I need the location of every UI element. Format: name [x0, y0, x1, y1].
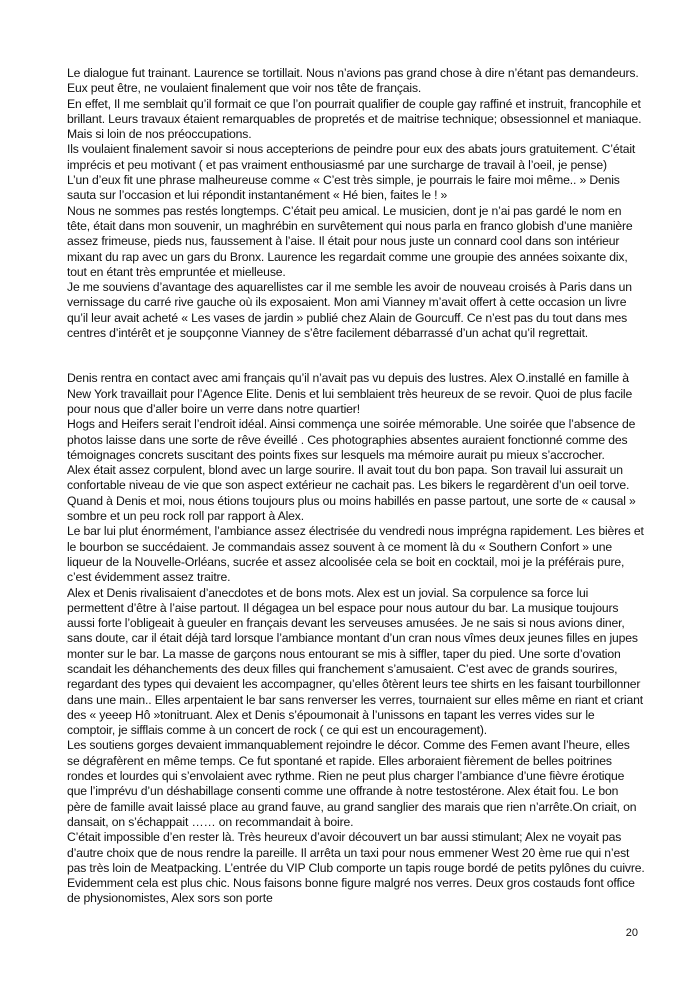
section-break [67, 341, 645, 371]
paragraph: Je me souviens d’avantage des aquarellistes car il me semble les avoir de nouveau croisés à Paris dans un vernissage du carré rive gauche où ils exposaient. Mon ami Vianney m’avait offert à cette occasion un livre qu’il leur avait acheté « Les vases de jardin » publié chez Alain de Gourcuff. Ce n’est pas du tout dans mes centres d’intérêt et je soupçonne Vianney de s’être facilement débarrassé d’un achat qu’il regrettait. [67, 280, 632, 341]
page-number: 20 [625, 927, 638, 939]
paragraph: C’était impossible d’en rester là. Très heureux d’avoir découvert un bar aussi stimulant; Alex ne voyait pas d’autre choix que de nous rendre la pareille. Il arrêta un taxi pour nous emmener West 20 ème rue qui n’est pas très loin de Meatpacking. L’entrée du VIP Club comporte un tapis rouge bordé de petits pylônes du cuivre. Evidemment cela est plus chic. Nous faisons bonne figure malgré nos verres. Deux gros costauds font office de physionomistes, Alex sors son porte [67, 830, 645, 906]
paragraph: Nous ne sommes pas restés longtemps. C’était peu amical. Le musicien, dont je n’ai pas gardé le nom en tête, était dans mon souvenir, un maghrébin en survêtement qui nous parla en franco globish d’une manière assez frimeuse, pieds nus, faussement à l’aise. Il était pour nous juste un connard cool dans son intérieur mixant du rap avec un gars du Bronx. Laurence les regardait comme une groupie des années soixante dix, tout en étant très empruntée et mielleuse. [67, 203, 633, 279]
paragraph: Le dialogue fut trainant. Laurence se tortillait. Nous n’avions pas grand chose à dire n’étant pas demandeurs. Eux peut être, ne voulaient finalement que voir nos tête de français. [67, 66, 639, 96]
paragraph: Hogs and Heifers serait l’endroit idéal. Ainsi commença une soirée mémorable. Une soirée que l’absence de photos laisse dans une sorte de rêve éveillé . Ces photographies absentes auraient fonctionné comme des témoignages concrets suscitant des points fixes sur lesquels ma mémoire aurait pu mieux s’accrocher. [67, 417, 636, 462]
paragraph: L’un d’eux fit une phrase malheureuse comme « C’est très simple, je pourrais le faire moi même.. » Denis sauta sur l’occasion et lui répondit instantanément « Hé bien, faites le ! » [67, 173, 620, 203]
paragraph: En effet, Il me semblait qu’il formait ce que l’on pourrait qualifier de couple gay raffiné et instruit, francophile et brillant. Leurs travaux étaient remarquables de propretés et de maitrise technique; obsessionnel et maniaque. Mais si loin de nos préoccupations. [67, 96, 642, 142]
body-text [67, 66, 645, 907]
paragraph: Les soutiens gorges devaient immanquablement rejoindre le décor. Comme des Femen avant l’heure, elles se dégrafèrent en même temps. Ce fut spontané et rapide. Elles arboraient fièrement de belles poitrines rondes et lourdes qui s’envolaient avec rythme. Rien ne peut plus charger l’ambiance d’une fièvre érotique que l’imprévu d’un déshabillage consenti comme une offrande à notre testostérone. Alex était fou. Le bon père de famille avait laissé place au grand fauve, au grand sanglier des marais que rien n’arrête.On criait, on dansait, on s’échappait …… on recommandait à boire. [67, 738, 637, 829]
paragraph: Le bar lui plut énormément, l’ambiance assez électrisée du vendredi nous imprégna rapidement. Les bières et le bourbon se succédaient. Je commandais assez souvent à ce moment là du « Southern Confort » une liqueur de la Nouvelle-Orléans, sucrée et assez alcoolisée cela se boit en cocktail, moi je la préférais pure, c’est évidemment assez traitre. [67, 524, 644, 585]
paragraph: Alex et Denis rivalisaient d’anecdotes et de bons mots. Alex est un jovial. Sa corpulence sa force lui permettent d’être à l’aise partout. Il dégagea un bel espace pour nous autour du bar. La musique toujours aussi forte l’obligeait à gueuler en français devant les serveuses amusées. Je ne sais si nous avions diner, sans doute, car il était déjà tard lorsque l’ambiance montant d’un cran nous vîmes deux jeunes filles en jupes monter sur le bar. La masse de garçons nous entourant se mis à siffler, taper du pied. Une sorte d’ovation scandait les déhanchements des deux filles qui franchement s’amusaient. C’est avec de grands sourires, regardant des types qui devaient les accompagner, qu’elles ôtèrent leurs tee shirts en les faisant tourbillonner dans une main.. Elles arpentaient le bar sans renverser les verres, tournaient sur elles même en riant et criant des « yeeep Hô »tonitruant. Alex et Denis s’époumonait à l’unissons en tapant les verres vides sur le comptoir, je sifflais comme à un concert de rock ( ce qui est un encouragement). [67, 585, 643, 738]
paragraph: Ils voulaient finalement savoir si nous accepterions de peindre pour eux des abats jours gratuitement. C’était imprécis et peu motivant ( et pas vraiment enthousiasmé par une surcharge de travail à l’oeil, je pense) [67, 142, 636, 172]
paragraph: Alex était assez corpulent, blond avec un large sourire. Il avait tout du bon papa. Son travail lui assurait un confortable niveau de vie que son aspect extérieur ne cachait pas. Les bikers le regardèrent d’un oeil torve. Quand à Denis et moi, nous étions toujours plus ou moins habillés en passe partout, une sorte de « causal » sombre et un peu rock roll par rapport à Alex. [67, 463, 636, 524]
paragraph: Denis rentra en contact avec ami français qu’il n’avait pas vu depuis des lustres. Alex O.installé en famille à New York travaillait pour l’Agence Elite. Denis et lui semblaient très heureux de se revoir. Quoi de plus facile pour nous que d’aller boire un verre dans notre quartier! [67, 371, 633, 416]
